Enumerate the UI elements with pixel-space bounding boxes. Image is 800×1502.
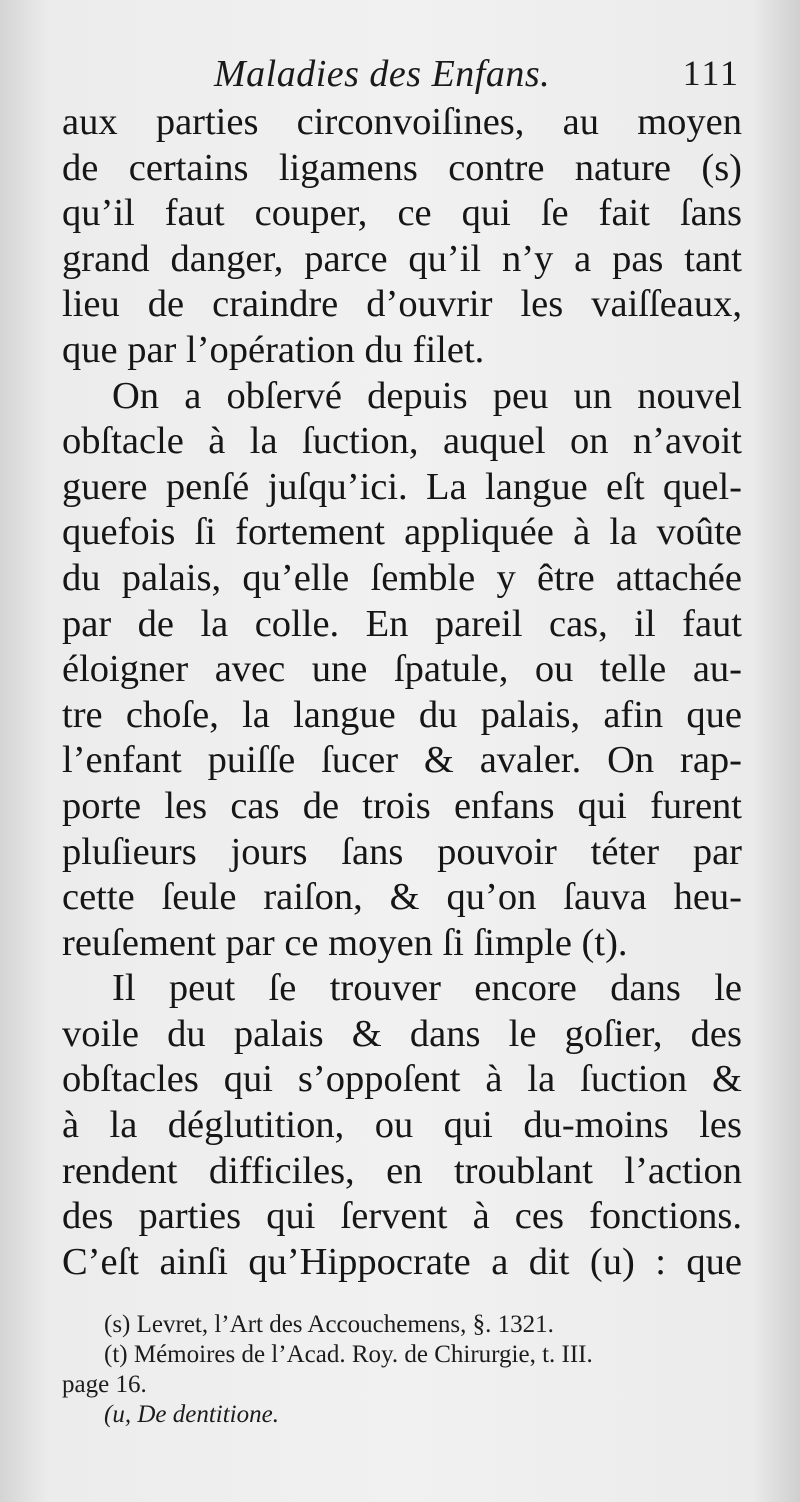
body-text (62, 100, 742, 1285)
footnote-s: (s) Levret, l’Art des Accouchemens, §. 1321. (104, 1311, 554, 1338)
text-line: des parties qui ſervent à ces fonctions. (62, 1195, 742, 1238)
footnote-t-continued: page 16. (62, 1371, 147, 1398)
text-line: éloigner avec une ſpatule, ou telle au- (62, 648, 742, 691)
text-line: tre choſe, la langue du palais, afin que (62, 693, 742, 736)
text-line: du palais, qu’elle ſemble y être attachée (62, 556, 742, 599)
text-line: quefois ſi fortement appliquée à la voûte (62, 511, 742, 554)
text-line: lieu de craindre d’ouvrir les vaiſſeaux, (62, 283, 742, 326)
text-line: qu’il faut couper, ce qui ſe fait ſans (62, 192, 742, 235)
text-line: pluſieurs jours ſans pouvoir téter par (62, 830, 742, 873)
running-title: Maladies des Enfans. (214, 53, 551, 95)
text-line: cette ſeule raiſon, & qu’on ſauva heu- (62, 876, 742, 919)
paragraph-start-line: On a obſervé depuis peu un nouvel (112, 374, 742, 417)
paragraph-start-line: Il peut ſe trouver encore dans le (112, 967, 742, 1010)
text-line: C’eſt ainſi qu’Hippocrate a dit (u) : que (62, 1240, 742, 1283)
text-line: obſtacle à la ſuction, auquel on n’avoit (62, 420, 742, 463)
text-line: reuſement par ce moyen ſi ſimple (t). (62, 921, 628, 964)
text-line: à la déglutition, ou qui du-moins les (62, 1104, 742, 1147)
text-line: porte les cas de trois enfans qui furent (62, 784, 742, 827)
footnotes (62, 1310, 742, 1430)
footnote-u: (u, De dentitione. (104, 1401, 279, 1428)
text-line: que par l’opération du filet. (62, 328, 485, 371)
text-line: grand danger, parce qu’il n’y a pas tant (62, 237, 742, 280)
text-line: voile du palais & dans le goſier, des (62, 1012, 742, 1055)
text-line: l’enfant puiſſe ſucer & avaler. On rap- (62, 739, 742, 782)
footnote-t: (t) Mémoires de l’Acad. Roy. de Chirurgie, t. III. (104, 1341, 593, 1368)
text-line: rendent difficiles, en troublant l’action (62, 1149, 742, 1192)
text-line: guere penſé juſqu’ici. La langue eſt quel- (62, 465, 742, 508)
text-line: aux parties circonvoiſines, au moyen (62, 101, 742, 143)
text-line: de certains ligamens contre nature (s) (62, 146, 742, 189)
text-line: obſtacles qui s’oppoſent à la ſuction & (62, 1058, 742, 1101)
page-number: 111 (682, 53, 740, 93)
text-line: par de la colle. En pareil cas, il faut (62, 602, 742, 645)
page-header (0, 48, 800, 104)
